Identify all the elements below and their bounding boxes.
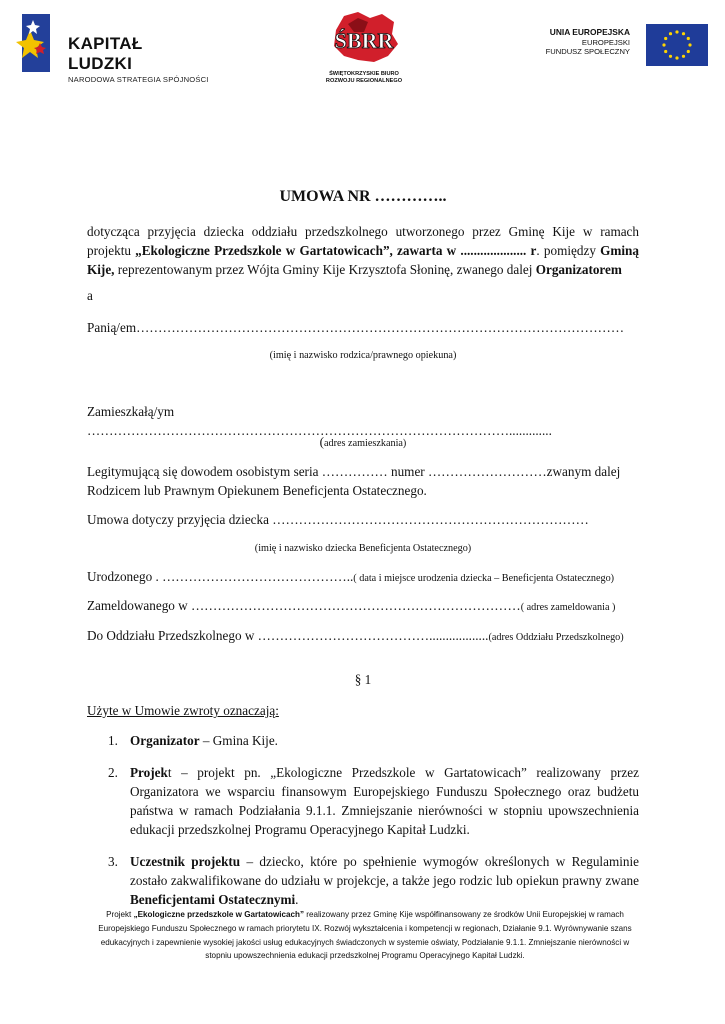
intro-paragraph: dotycząca przyjęcia dziecka oddziału przedszkolnego utworzonego przez Gminę Kije w ramach projektu „Ekologiczne Przedszkole w Gartatowicach”, zawarta w .................... r. pomiędzy Gminą Kije, reprezentowanym przez Wójta Gminy Kije Krzysztofa Słoninę, zwanego dalej Organizatorem	[87, 224, 639, 277]
conjunction-a: a	[87, 288, 93, 303]
ue-line2: FUNDUSZ SPOŁECZNY	[545, 47, 630, 57]
kindergarten-line: Do Oddziału Przedszkolnego w …………………………………..................(adres Oddziału Przedszkolnego)	[87, 628, 624, 643]
section-heading: § 1	[354, 672, 372, 687]
registration-line: Zameldowanego w …………………………………………………………………( adres zameldowania )	[87, 598, 616, 613]
contract-title: UMOWA NR …………..	[279, 188, 447, 205]
sbrr-line1: ŚWIĘTOKRZYSKIE BIURO	[329, 71, 399, 77]
id-document-paragraph: Legitymującą się dowodem osobistym seria …………… numer ………………………zwanym dalej Rodzicem lub Prawnym Opiekunem Beneficjenta Ostatecznego.	[87, 464, 621, 498]
kl-subtitle: NARODOWA STRATEGIA SPÓJNOŚCI	[68, 75, 209, 84]
child-line: Umowa dotyczy przyjęcia dziecka ………………………………………………………………	[87, 512, 589, 527]
sbrr-line2: ROZWOJU REGIONALNEGO	[325, 78, 403, 84]
parent-name-line: Panią/em…………………………………………………………………………………………………	[87, 320, 625, 335]
birth-line: Urodzonego . ……………………………………..( data i miejsce urodzenia dziecka – Beneficjenta Ostatecznego)	[87, 569, 615, 584]
sbrr-region-map-icon	[318, 10, 410, 66]
ue-line1: EUROPEJSKI	[581, 37, 630, 47]
child-hint: (imię i nazwisko dziecka Beneficjenta Ostatecznego)	[254, 543, 472, 554]
sbrr-logo	[318, 10, 410, 90]
list-item: 1. Organizator – Gmina Kije.	[108, 733, 278, 748]
ue-title: UNIA EUROPEJSKA	[549, 27, 630, 37]
kapital-ludzki-logo	[14, 12, 209, 84]
sbrr-title: ŚBRR	[334, 28, 394, 53]
page-footer: Projekt „Ekologiczne przedszkole w Gartatowicach” realizowany przez Gminę Kije współfinansowany ze środków Unii Europejskiej w ramach Europejskiego Funduszu Społecznego w ramach priorytetu IX. Rozwój wykształcenia i kompetencji w regionach, Działanie 9.1. Wyrównywanie szans edukacyjnych i zapewnienie wysokiej jakości usług edukacyjnych świadczonych w systemie oświaty, Podziałanie 9.1.1. Zmniejszanie nierówności w stopniu upowszechnienia edukacji przedszkolnej Programu Operacyjnego Kapitał Ludzki.	[98, 910, 632, 961]
terms-heading: Użyte w Umowie zwroty oznaczają:	[87, 703, 279, 718]
parent-name-hint: (imię i nazwisko rodzica/prawnego opiekuna)	[269, 350, 457, 361]
kl-title: KAPITAŁ LUDZKI	[68, 34, 143, 73]
ue-logo	[540, 24, 708, 68]
address-hint: (adres zamieszkania)	[319, 434, 407, 449]
list-item: 2. Projekt – projekt pn. „Ekologiczne Przedszkole w Gartatowicach” realizowany przez Organizatora we wsparciu finansowym Europejskiego Funduszu Społecznego oraz budżetu państwa w ramach Podziałania 9.1.1. Zmniejszanie nierówności w stopniu upowszechnienia edukacji przedszkolnej Programu Operacyjnego Kapitał Ludzki.	[108, 765, 639, 837]
eu-flag-icon	[646, 24, 708, 66]
kapital-ludzki-emblem-icon	[14, 12, 54, 74]
address-line: Zamieszkałą/ym …………………………………………………………………………………….............	[87, 404, 552, 438]
list-item: 3. Uczestnik projektu – dziecko, które po spełnienie wymogów określonych w Regulaminie zostało zakwalifikowane do udziału w projekcje, a także jego rodzic lub opiekun prawny zwane Beneficjentami Ostatecznymi.	[108, 854, 639, 907]
terms-list	[87, 731, 639, 909]
